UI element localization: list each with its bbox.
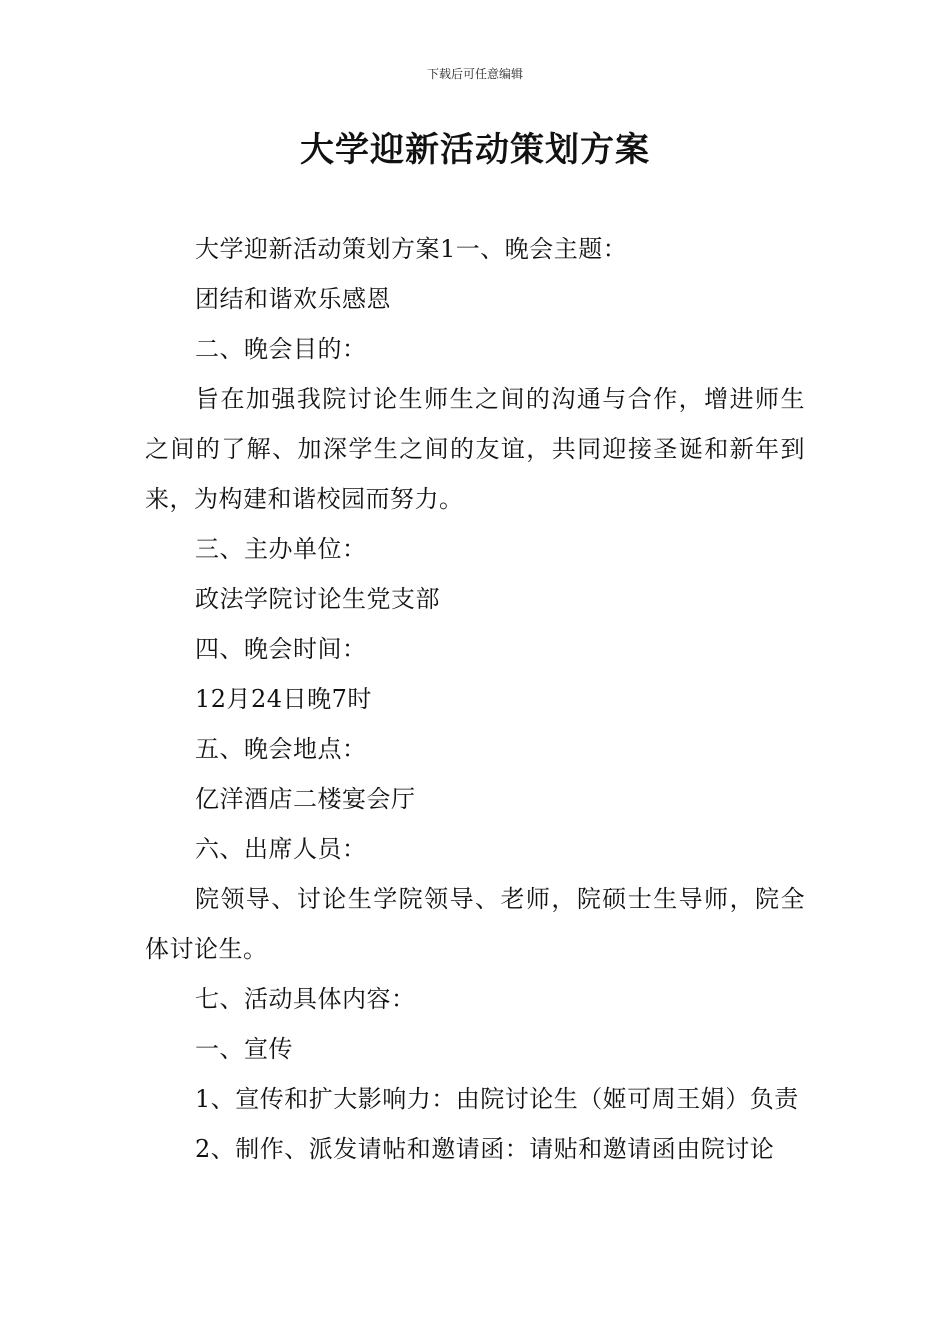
paragraph-attendees-heading: 六、出席人员： bbox=[195, 835, 367, 863]
paragraph-venue: 亿洋酒店二楼宴会厅 bbox=[195, 785, 416, 813]
paragraph-time-heading: 四、晚会时间： bbox=[195, 635, 367, 663]
paragraph-theme: 团结和谐欢乐感恩 bbox=[195, 285, 391, 313]
paragraph-attendees: 院领导、讨论生学院领导、老师，院硕士生导师，院全体讨论生。 bbox=[145, 885, 805, 963]
paragraph-theme-heading: 大学迎新活动策划方案1一、晚会主题： bbox=[195, 235, 628, 263]
page-header-note: 下载后可任意编辑 bbox=[426, 67, 523, 81]
document-body bbox=[145, 224, 805, 1174]
paragraph-purpose-heading: 二、晚会目的： bbox=[195, 335, 367, 363]
paragraph-publicity-heading: 一、宣传 bbox=[195, 1035, 293, 1063]
paragraph-organizer-heading: 三、主办单位： bbox=[195, 535, 367, 563]
paragraph-venue-heading: 五、晚会地点： bbox=[195, 735, 367, 763]
document-title: 大学迎新活动策划方案 bbox=[300, 130, 650, 170]
paragraph-time: 12月24日晚7时 bbox=[195, 685, 372, 713]
paragraph-publicity-item-1: 1、宣传和扩大影响力：由院讨论生（姬可周王娟）负责 bbox=[195, 1085, 799, 1113]
paragraph-purpose: 旨在加强我院讨论生师生之间的沟通与合作，增进师生之间的了解、加深学生之间的友谊，共同迎接圣诞和新年到来，为构建和谐校园而努力。 bbox=[145, 385, 805, 513]
paragraph-content-heading: 七、活动具体内容： bbox=[195, 985, 416, 1013]
paragraph-organizer: 政法学院讨论生党支部 bbox=[195, 585, 440, 613]
paragraph-publicity-item-2: 2、制作、派发请帖和邀请函：请贴和邀请函由院讨论 bbox=[195, 1135, 775, 1163]
